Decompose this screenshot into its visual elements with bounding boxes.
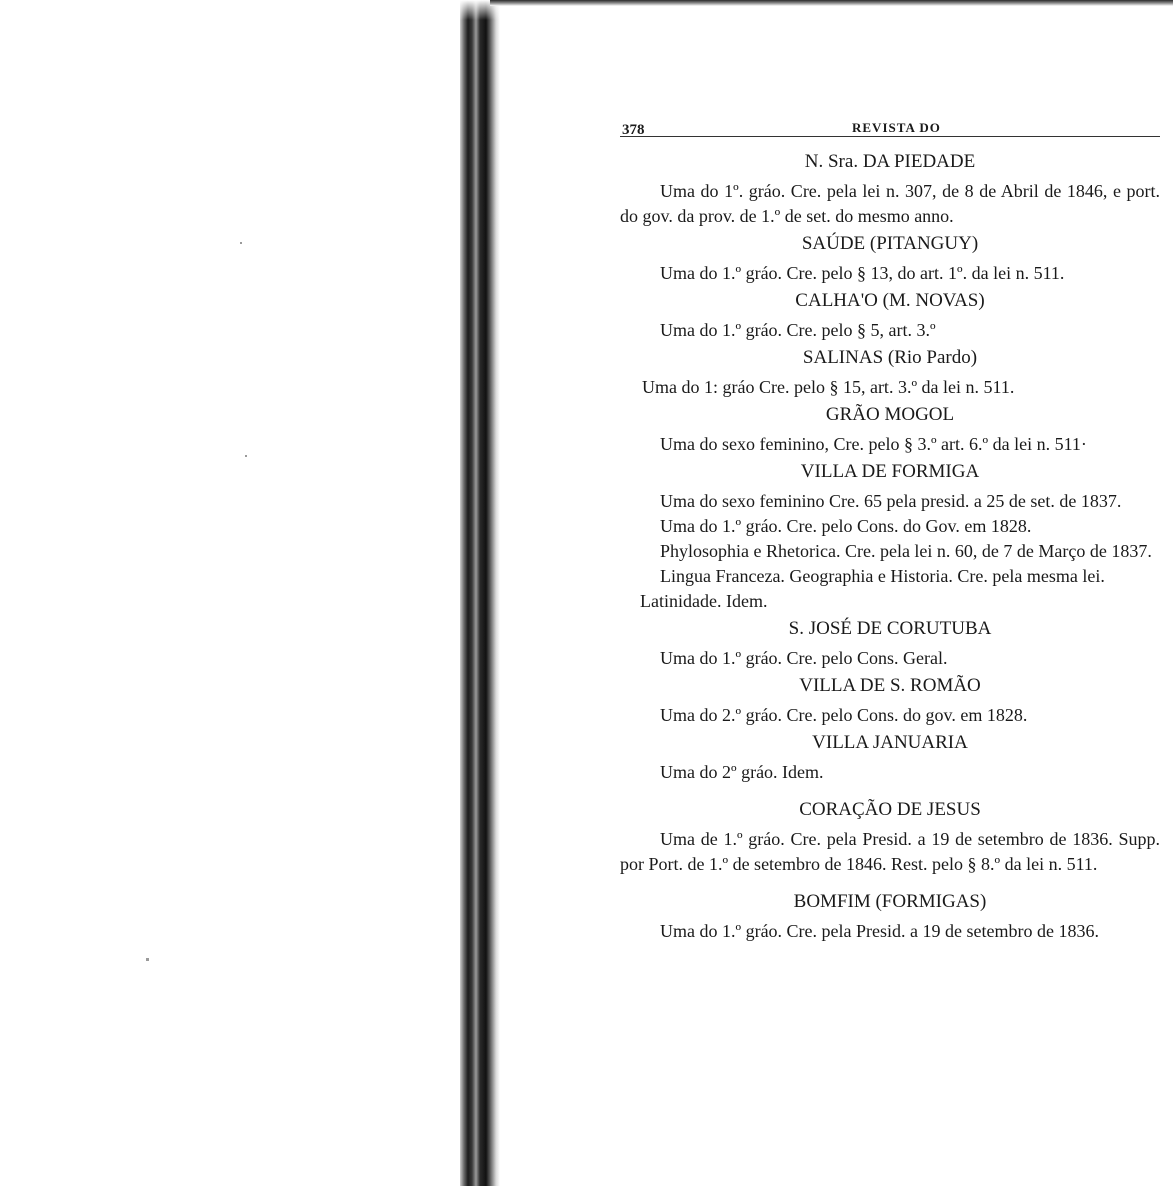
section-saude (620, 229, 1160, 286)
running-header (620, 110, 1160, 137)
section-heading: SAÚDE (PITANGUY) (801, 233, 979, 254)
section-paragraph: Uma do 1.º gráo. Cre. pelo § 13, do art. 1º. da lei n. 511. (660, 263, 1065, 283)
section-heading: N. Sra. DA PIEDADE (804, 151, 976, 172)
section-paragraph: Uma do 1: gráo Cre. pelo § 15, art. 3.º da lei n. 511. (642, 377, 1015, 397)
scan-speck (240, 242, 242, 244)
section-coracao-de-jesus (620, 785, 1160, 877)
section-calhao (620, 286, 1160, 343)
section-paragraph: Uma do sexo feminino, Cre. pelo § 3.º art. 6.º da lei n. 511· (660, 434, 1087, 454)
section-heading: VILLA DE S. ROMÃO (799, 675, 981, 696)
section-heading: VILLA JANUARIA (812, 732, 968, 753)
book-gutter (460, 0, 500, 1186)
page-number: 378 (622, 122, 645, 138)
section-bomfim (620, 877, 1160, 944)
section-heading: VILLA DE FORMIGA (800, 461, 980, 482)
section-sao-romao (620, 671, 1160, 728)
section-paragraph: Uma do sexo feminino Cre. 65 pela presid. a 25 de set. de 1837. (660, 491, 1122, 511)
section-piedade (620, 147, 1160, 229)
section-villa-de-formiga (620, 457, 1160, 614)
section-paragraph: Uma do 2º gráo. Idem. (660, 762, 824, 782)
scan-speck (146, 958, 149, 961)
section-heading: S. JOSÉ DE CORUTUBA (788, 618, 992, 639)
section-corutuba (620, 614, 1160, 671)
section-heading: BOMFIM (FORMIGAS) (793, 891, 987, 912)
scan-speck (245, 455, 247, 457)
book-page (620, 110, 1160, 944)
section-paragraph: Latinidade. Idem. (640, 591, 768, 611)
section-salinas (620, 343, 1160, 400)
section-paragraph: Uma do 2.º gráo. Cre. pelo Cons. do gov. em 1828. (660, 705, 1028, 725)
section-heading: CALHA'O (M. NOVAS) (795, 290, 985, 311)
section-paragraph: Uma do 1.º gráo. Cre. pela Presid. a 19 de setembro de 1836. (660, 921, 1099, 941)
section-heading: CORAÇÃO DE JESUS (799, 799, 981, 820)
running-title: REVISTA DO (852, 120, 941, 135)
section-paragraph: Lingua Franceza. Geographia e Historia. Cre. pela mesma lei. (660, 566, 1105, 586)
page-top-edge (490, 0, 1173, 6)
section-heading: GRÃO MOGOL (825, 404, 955, 425)
section-heading: SALINAS (Rio Pardo) (802, 347, 978, 368)
section-paragraph: Uma do 1.º gráo. Cre. pelo Cons. Geral. (660, 648, 948, 668)
section-paragraph: Uma do 1º. gráo. Cre. pela lei n. 307, de 8 de Abril de 1846, e port. do gov. da prov. de 1.º de set. do mesmo anno. (620, 181, 1160, 226)
section-paragraph: Uma do 1.º gráo. Cre. pelo § 5, art. 3.º (660, 320, 936, 340)
section-villa-januaria (620, 728, 1160, 785)
section-paragraph: Uma de 1.º gráo. Cre. pela Presid. a 19 de setembro de 1836. Supp. por Port. de 1.º de setembro de 1846. Rest. pelo § 8.º da lei n. 511. (620, 829, 1160, 874)
section-paragraph: Uma do 1.º gráo. Cre. pelo Cons. do Gov. em 1828. (660, 516, 1032, 536)
section-paragraph: Phylosophia e Rhetorica. Cre. pela lei n. 60, de 7 de Março de 1837. (660, 541, 1152, 561)
section-grao-mogol (620, 400, 1160, 457)
